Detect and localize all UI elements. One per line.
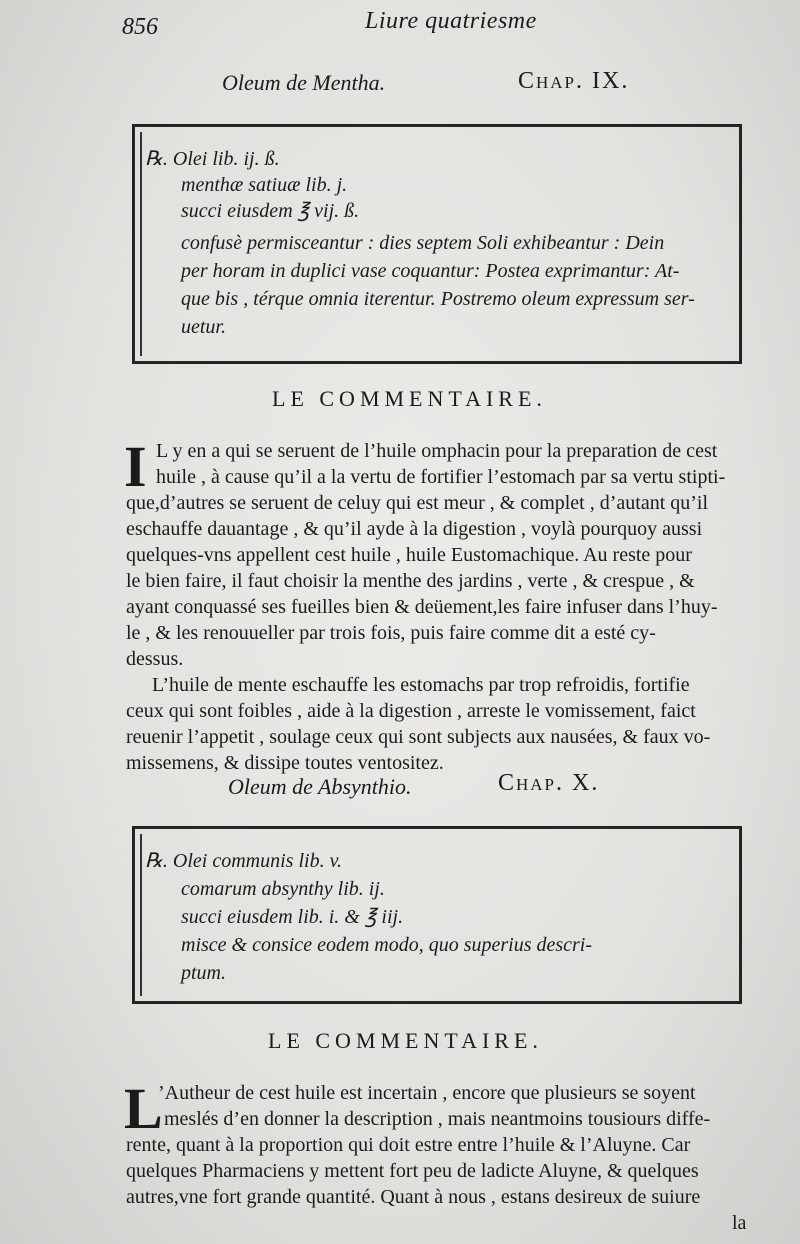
recipe-line: confusè permisceantur : dies septem Soli exhibeantur : Dein: [181, 232, 665, 254]
text-line: ayant conquassé ses fueilles bien & deüement,les faire infuser dans l’huy-: [126, 596, 718, 618]
drop-cap: L: [124, 1076, 163, 1141]
recipe-line: que bis , térque omnia iterentur. Postremo oleum expressum ser-: [181, 288, 695, 310]
text-line: reuenir l’appetit , soulage ceux qui sont subjects aux nausées, & faux vo-: [126, 726, 711, 748]
text-line: dessus.: [126, 648, 184, 670]
catchword: la: [732, 1212, 747, 1234]
recipe-line: ℞. Olei lib. ij. ß.: [145, 148, 280, 170]
page-number: 856: [122, 14, 158, 40]
recipe-line: per horam in duplici vase coquantur: Postea exprimantur: At-: [181, 260, 680, 282]
text-line: le bien faire, il faut choisir la menthe des jardins , verte , & crespue , &: [126, 570, 695, 592]
chapter-10-number: Chap. X.: [498, 770, 600, 796]
commentary-1-heading: LE COMMENTAIRE.: [272, 386, 547, 411]
recipe-line: succi eiusdem ℥ vij. ß.: [181, 200, 360, 222]
text-line: missemens, & dissipe toutes ventositez.: [126, 752, 444, 774]
chapter-9-number: Chap. IX.: [518, 68, 630, 94]
recipe-line: succi eiusdem lib. i. & ℥ iij.: [181, 906, 404, 928]
recipe-line: ptum.: [181, 962, 226, 984]
drop-cap: I: [124, 434, 147, 499]
text-line: huile , à cause qu’il a la vertu de fortifier l’estomach par sa vertu stipti-: [156, 466, 726, 488]
recipe-line: menthæ satiuæ lib. j.: [181, 174, 348, 196]
text-line: L y en a qui se seruent de l’huile omphacin pour la preparation de cest: [156, 440, 718, 462]
text-line: meslés d’en donner la description , mais neantmoins tousiours diffe-: [164, 1108, 711, 1130]
text-line: que,d’autres se seruent de celuy qui est meur , & complet , d’autant qu’il: [126, 492, 709, 514]
text-line: eschauffe dauantage , & qu’il ayde à la digestion , voylà pourquoy aussi: [126, 518, 703, 540]
chapter-9-title: Oleum de Mentha.: [222, 70, 386, 95]
text-line: quelques-vns appellent cest huile , huile Eustomachique. Au reste pour: [126, 544, 692, 566]
running-title: Liure quatriesme: [365, 8, 537, 34]
chapter-10-title: Oleum de Absynthio.: [228, 774, 412, 799]
text-line: ’Autheur de cest huile est incertain , encore que plusieurs se soyent: [158, 1082, 696, 1104]
recipe-line: ℞. Olei communis lib. v.: [145, 850, 342, 872]
text-line: L’huile de mente eschauffe les estomachs par trop refroidis, fortifie: [152, 674, 690, 696]
text-line: le , & les renouueller par trois fois, puis faire comme dit a esté cy-: [126, 622, 656, 644]
recipe-line: uetur.: [181, 316, 226, 338]
text-line: quelques Pharmaciens y mettent fort peu de ladicte Aluyne, & quelques: [126, 1160, 699, 1182]
text-line: autres,vne fort grande quantité. Quant à nous , estans desireux de suiure: [126, 1186, 701, 1208]
text-line: ceux qui sont foibles , aide à la digestion , arreste le vomissement, faict: [126, 700, 696, 722]
text-line: rente, quant à la proportion qui doit estre entre l’huile & l’Aluyne. Car: [126, 1134, 691, 1156]
recipe-line: misce & consice eodem modo, quo superius descri-: [181, 934, 593, 956]
commentary-2-heading: LE COMMENTAIRE.: [268, 1028, 543, 1053]
recipe-line: comarum absynthy lib. ij.: [181, 878, 385, 900]
